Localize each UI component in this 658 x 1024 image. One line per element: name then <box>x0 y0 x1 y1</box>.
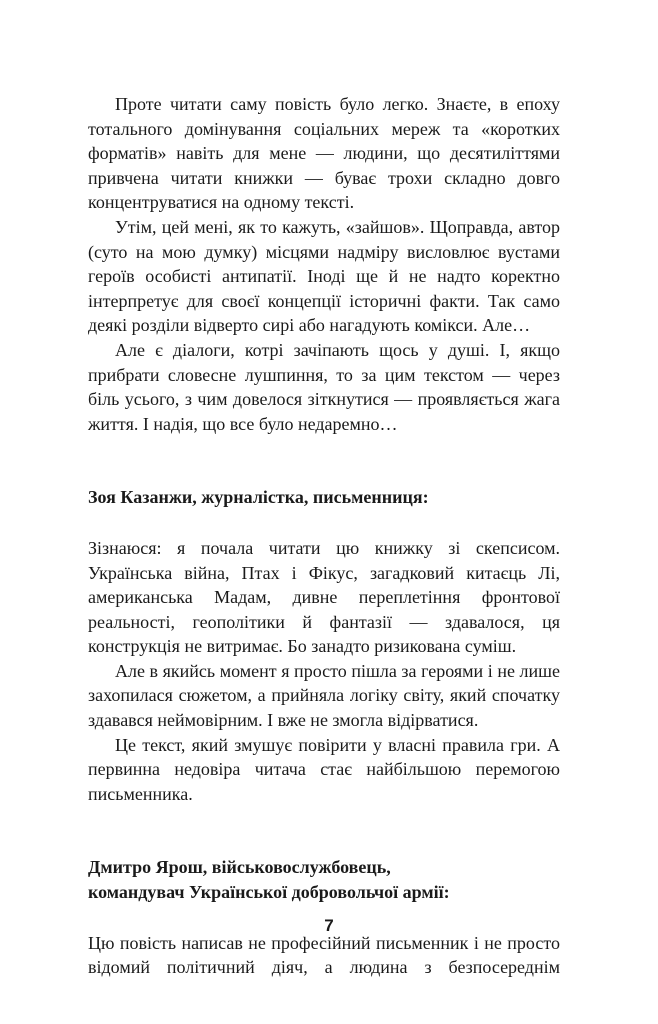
intro-paragraph-1: Проте читати саму повість було легко. Знаєте, в епоху тотального домінування соціальних мереж та «коротких форматів» навіть для мене — людини, що десятиліттями привчена читати книжки — буває трохи складно довго концентруватися на одному тексті. <box>88 94 560 213</box>
yarosh-paragraph-1: Цю повість написав не професійний письменник і не просто відомий політичний діяч, а людина з безпосереднім <box>88 932 560 978</box>
kazanzhy-paragraph-2: Але в якийсь момент я просто пішла за героями і не лише захопилася сюжетом, а прийняла логіку світу, який спочатку здавався неймовірним. І вже не змогла відірватися. <box>88 660 560 731</box>
section-spacer <box>88 436 560 485</box>
yarosh-heading-line-1: Дмитро Ярош, військовослужбовець, <box>88 857 391 878</box>
intro-section <box>88 92 560 436</box>
intro-paragraph-2: Утім, цей мені, як то кажуть, «зайшов». Щоправда, автор (суто на мою думку) місцями надміру висловлює вустами героїв особисті антипатії. Іноді ще й не надто коректно інтерпретує для своєї концепції історичні факти. Так само деякі розділи відверто сирі або нагадують комікси. Але… <box>88 216 560 336</box>
review-heading-kazanzhy: Зоя Казанжи, журналістка, письменниця: <box>88 487 429 508</box>
review-section-yarosh <box>88 931 560 980</box>
review-heading-yarosh <box>88 855 560 904</box>
kazanzhy-paragraph-3: Це текст, який змушує повірити у власні правила гри. А первинна недовіра читача стає найбільшою перемогою письменника. <box>88 734 560 804</box>
heading-spacer <box>88 510 560 536</box>
page-number: 7 <box>324 916 334 935</box>
review-section-kazanzhy <box>88 536 560 807</box>
intro-paragraph-3: Але є діалоги, котрі зачіпають щось у душі. І, якщо прибрати словесне лушпиння, то за цим текстом — через біль усього, з чим довелося зіткнутися — проявляється жага життя. І надія, що все було недаремно… <box>88 339 560 434</box>
section-spacer <box>88 806 560 855</box>
page-content <box>88 92 560 980</box>
kazanzhy-paragraph-1: Зізнаюся: я почала читати цю книжку зі скепсисом. Українська війна, Птах і Фікус, загадковий китаєць Лі, американська Мадам, дивне переплетіння фронтової реальності, геополітики й фантазії — здавалося, ця конструкція не витримає. Бо занадто ризикована суміш. <box>88 537 560 657</box>
yarosh-heading-line-2: командувач Української добровольчої армії: <box>88 882 450 903</box>
